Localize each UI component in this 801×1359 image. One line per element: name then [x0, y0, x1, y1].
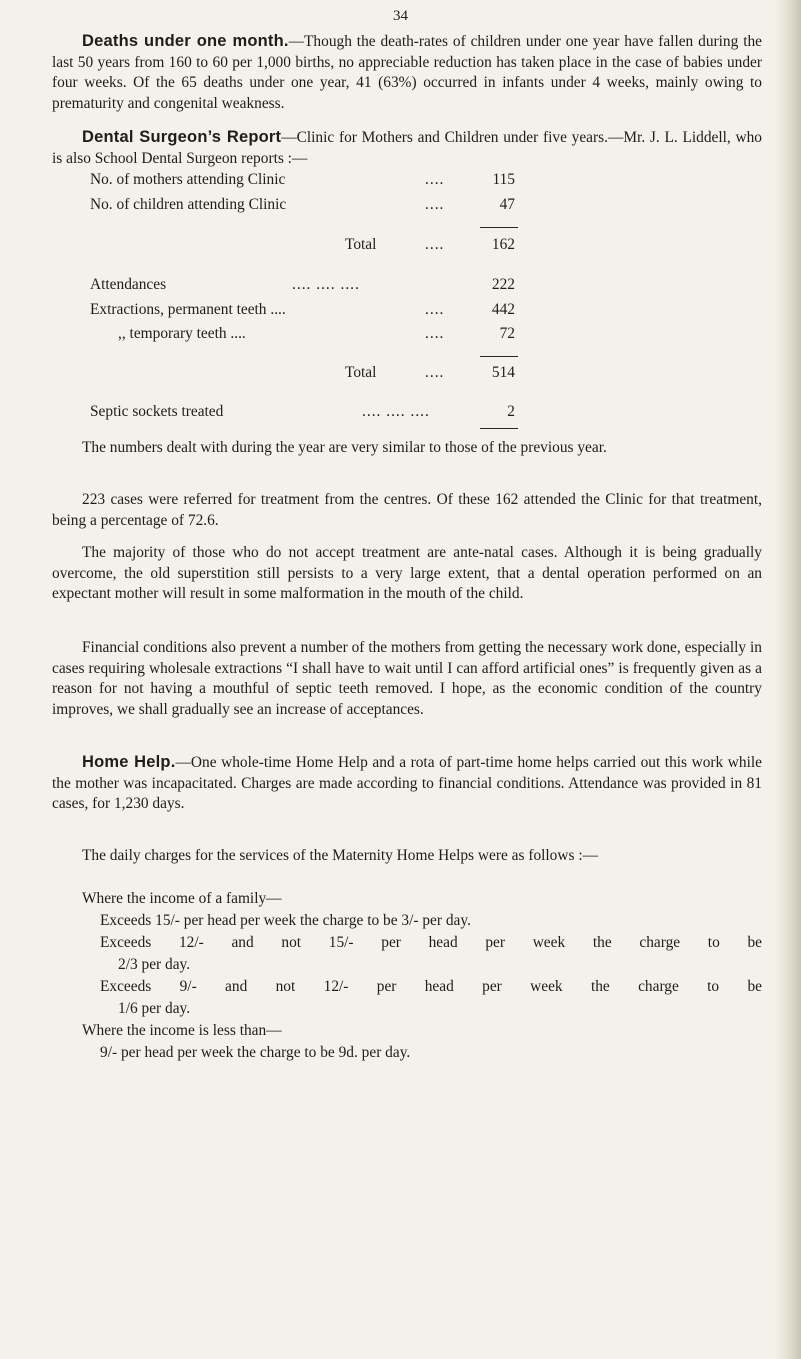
- charge-item: 9/- per head per week the charge to be 9d. per day.: [100, 1044, 411, 1061]
- extractions-temporary-value: 72: [499, 325, 515, 342]
- home-help-heading: Home Help.: [82, 753, 176, 771]
- charge-item: Exceeds 15/- per head per week the charge to be 3/- per day.: [100, 912, 471, 929]
- extractions-permanent-label: Extractions, permanent teeth ....: [90, 301, 286, 318]
- total-value: 514: [491, 364, 515, 381]
- paragraph: The numbers dealt with during the year are very similar to those of the previous year.: [82, 439, 607, 456]
- septic-value: 2: [507, 403, 515, 420]
- children-value: 47: [499, 196, 515, 213]
- dental-section: [52, 127, 762, 169]
- mothers-value: 115: [492, 171, 515, 188]
- dental-heading: Dental Surgeon’s Report: [82, 128, 282, 146]
- paragraph: 223 cases were referred for treatment from the centres. Of these 162 attended the Clinic for that treatment, being a percentage of 72.6.: [52, 491, 762, 529]
- sum-rule: [480, 428, 518, 429]
- home-help-text: —One whole-time Home Help and a rota of part-time home helps carried out this work while the mother was incapacitated. Charges are made according to financial conditions. Attendance was provided in 81 cases, for 1,230 days.: [52, 754, 762, 812]
- extractions-permanent-value: 442: [491, 301, 515, 318]
- septic-label: Septic sockets treated: [90, 403, 224, 420]
- total-label: Total: [345, 364, 377, 381]
- paragraph: The majority of those who do not accept treatment are ante-natal cases. Although it is being gradually overcome, the old superstition still persists to a very large extent, that a dental operation performed on an expectant mother will result in some malformation in the mouth of the child.: [52, 544, 762, 602]
- children-label: No. of children attending Clinic: [90, 196, 287, 213]
- document-page: 34 Deaths under one month.—Though the death-rates of children under one year have fallen during the last 50 years from 160 to 60 per 1,000 births, no appreciable reduction has taken place in the case of babies under four weeks. Of the 65 deaths under one year, 41 (63%) occurred in infants under 4 weeks, mainly owing to prematurity and congenital weakness. Dental Surgeon’s Report—Clinic for Mothers and Children under five years.—Mr. J. L. Liddell, who is also School Dental Surgeon reports :— No. of mothers attending Clinic .... 115 No. of children attending Clinic .... 47 Total .... 162 Attendances .... .... .... 222 Extractions, permanent teeth .... .... 442 ,, temporary teeth .... .... 72 Total .... 514 Septic sockets treated .... .... .... 2 The numbers dealt with during the year are very similar to those of the previous year. 223 cases were referred for treatment from the centres. Of these 162 attended the Clinic for that treatment, being a percentage of 72.6. The majority of those who do not accept treatment are ante-natal cases. Although it is being gradually overcome, the old superstition still persists to a very large extent, that a dental operation performed on an expectant mother will result in some malformation in the mouth of the child. Financial conditions also prevent a number of the mothers from getting the necessary work done, especially in cases requiring wholesale extractions “I shall have to wait until I can afford artificial ones” is frequently given as a reason for not having a mouthful of septic teeth removed. I hope, as the economic condition of the country improves, we shall gradually see an increase of acceptances. Home Help.—One whole-time Home Help and a rota of part-time home helps carried out this work while the mother was incapacitated. Charges are made according to financial conditions. Attendance was provided in 81 cases, for 1,230 days. The daily charges for the services of the Maternity Home Helps were as follows :— Where the income of a family— Exceeds 15/- per head per week the charge to be 3/- per day. Exceeds 12/- and not 15/- per head per week the charge to be 2/3 per day. Exceeds 9/- and not 12/- per head per week the charge to be 1/6 per day. Where the income is less than— 9/- per head per week the charge to be 9d. per day.: [0, 0, 801, 1359]
- paragraph: The daily charges for the services of the Maternity Home Helps were as follows :—: [82, 847, 598, 864]
- charge-item-cont: 2/3 per day.: [118, 956, 191, 973]
- page-number: 34: [393, 8, 408, 24]
- sum-rule: [480, 356, 518, 357]
- attendances-label: Attendances: [90, 276, 167, 293]
- dental-text: —Clinic for Mothers and Children under five years.—Mr. J. L. Liddell, who is also School Dental Surgeon reports :—: [52, 129, 762, 167]
- extractions-temporary-label: ,, temporary teeth ....: [118, 325, 246, 342]
- charges-condition: Where the income of a family—: [82, 890, 282, 907]
- charge-item: Exceeds 12/- and not 15/- per head per week the charge to be: [100, 934, 762, 951]
- charge-item: Exceeds 9/- and not 12/- per head per week the charge to be: [100, 978, 762, 995]
- sum-rule: [480, 227, 518, 228]
- deaths-section: [52, 31, 762, 114]
- charges-condition: Where the income is less than—: [82, 1022, 282, 1039]
- attendances-value: 222: [491, 276, 515, 293]
- deaths-text: —Though the death-rates of children under one year have fallen during the last 50 years from 160 to 60 per 1,000 births, no appreciable reduction has taken place in the case of babies under four weeks. Of the 65 deaths under one year, 41 (63%) occurred in infants under 4 weeks, mainly owing to prematurity and congenital weakness.: [52, 33, 763, 112]
- total-value: 162: [491, 236, 515, 253]
- home-help-section: [52, 752, 762, 815]
- charge-item-cont: 1/6 per day.: [118, 1000, 191, 1017]
- total-label: Total: [345, 236, 377, 253]
- paragraph: Financial conditions also prevent a number of the mothers from getting the necessary work done, especially in cases requiring wholesale extractions “I shall have to wait until I can afford artificial ones” is frequently given as a reason for not having a mouthful of septic teeth removed. I hope, as the economic condition of the country improves, we shall gradually see an increase of acceptances.: [52, 639, 762, 718]
- deaths-heading: Deaths under one month.: [82, 32, 289, 50]
- page-edge-shadow: [775, 0, 801, 1359]
- mothers-label: No. of mothers attending Clinic: [90, 171, 286, 188]
